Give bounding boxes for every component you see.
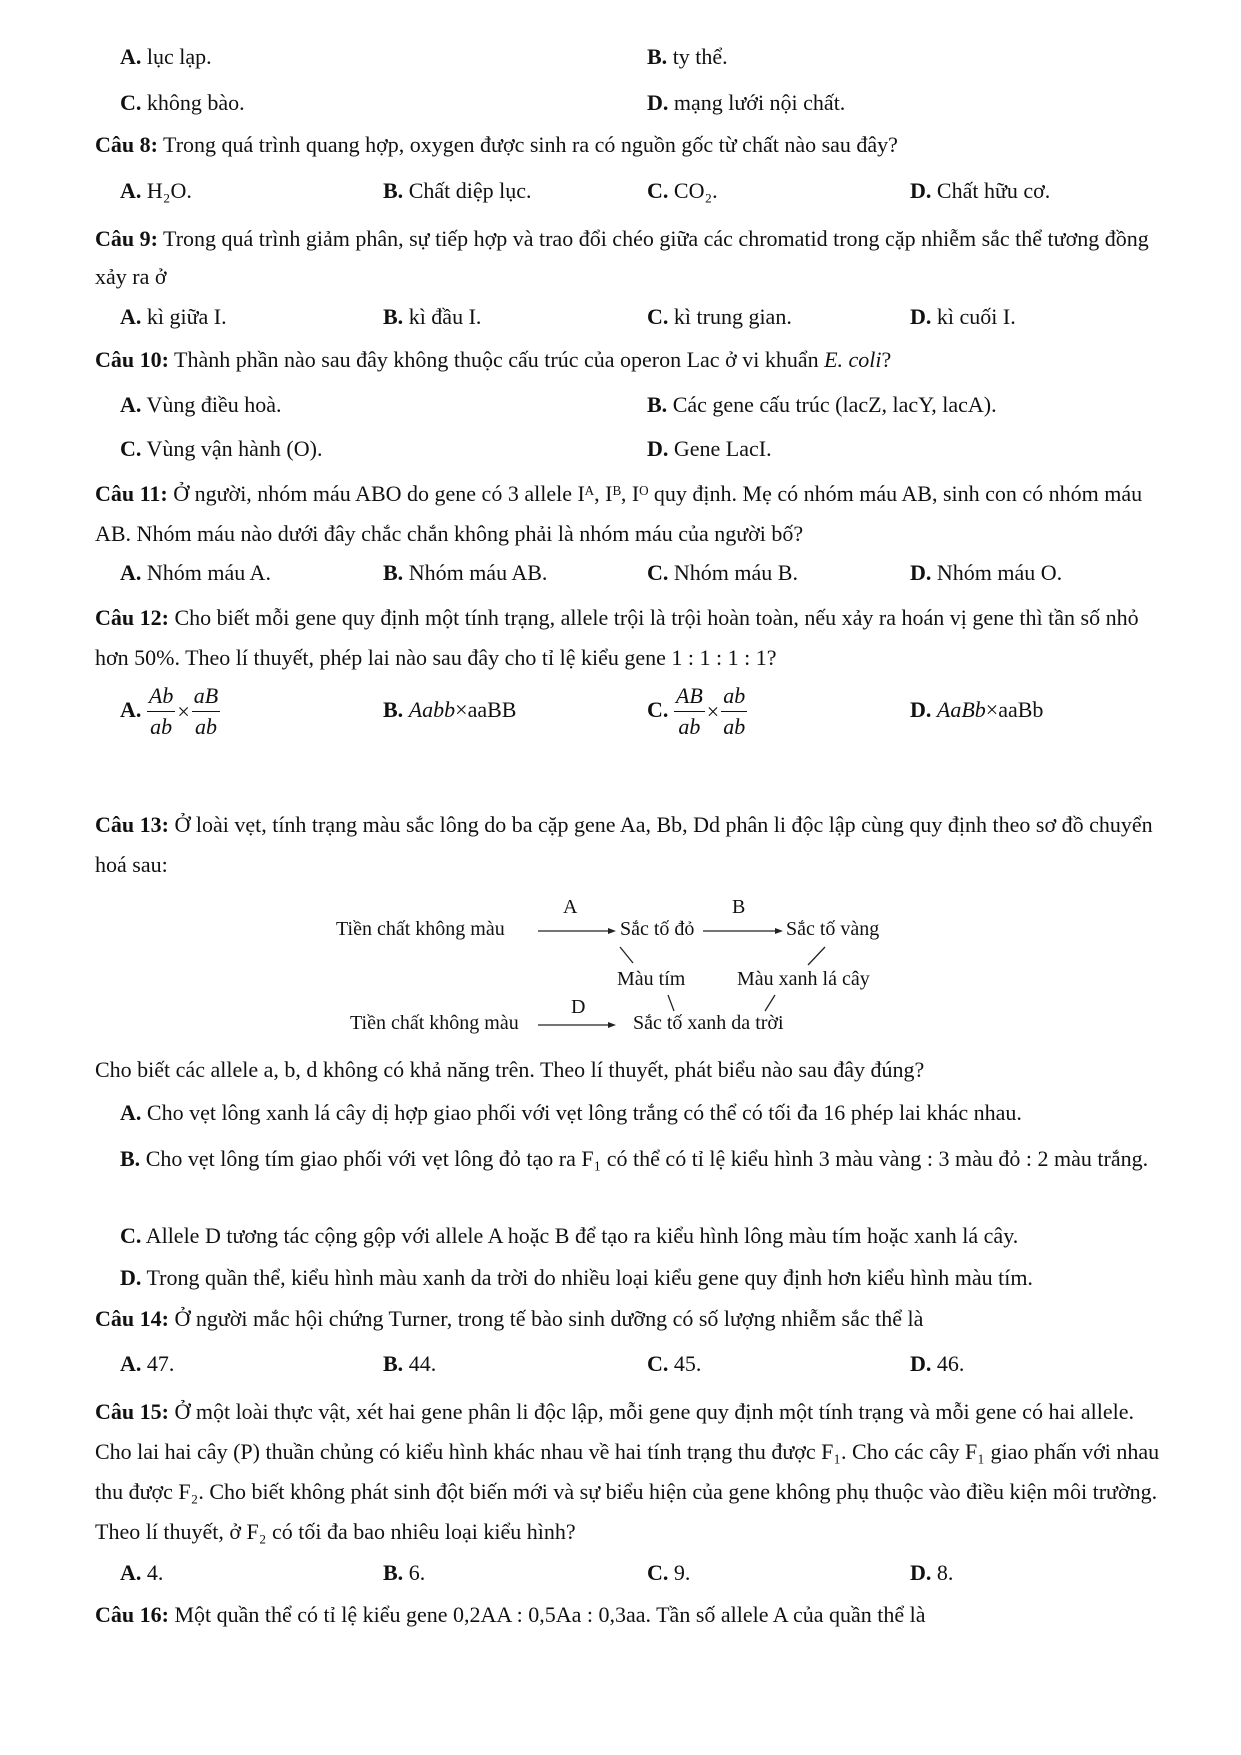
prev-option-b: B. ty thể.: [647, 44, 728, 69]
q13-option-a: A. Cho vẹt lông xanh lá cây dị hợp giao phối với vẹt lông trắng có thể có tối đa 16 phép lai khác nhau.: [120, 1100, 1022, 1125]
q15-option-d: D. 8.: [910, 1560, 954, 1585]
q12-option-b: B. Aabb×aaBB: [383, 697, 517, 722]
q14-option-d: D. 46.: [910, 1351, 965, 1376]
q13-option-d: D. Trong quần thể, kiểu hình màu xanh da trời do nhiều loại kiểu gene quy định hơn kiểu hình màu tím.: [120, 1265, 1033, 1290]
q10-option-d: D. Gene LacI.: [647, 436, 772, 461]
q11-option-b: B. Nhóm máu AB.: [383, 560, 548, 585]
q12-option-d: D. AaBb×aaBb: [910, 697, 1044, 722]
q8-option-b: B. Chất diệp lục.: [383, 178, 532, 203]
q8-option-d: D. Chất hữu cơ.: [910, 178, 1051, 203]
question-8: Câu 8: Trong quá trình quang hợp, oxygen được sinh ra có nguồn gốc từ chất nào sau đây?: [95, 132, 898, 157]
q11-option-a: A. Nhóm máu A.: [120, 560, 271, 585]
q9-option-c: C. kì trung gian.: [647, 304, 792, 329]
q12-c-fraction-1: $\frac{AB}{ab}$: [675, 683, 703, 740]
enzyme-a: A: [563, 896, 578, 918]
question-13: Câu 13: Ở loài vẹt, tính trạng màu sắc lông do ba cặp gene Aa, Bb, Dd phân li độc lập cùng quy định theo sơ đồ chuyển hoá sau:: [95, 812, 1153, 877]
q12-a-fraction-1: $\frac{Ab}{ab}$: [148, 683, 174, 740]
yellow-pigment: Sắc tố vàng: [786, 918, 880, 940]
q8-option-c: C. CO₂.: [647, 178, 718, 203]
q13-stem: Cho biết các allele a, b, d không có khả năng trên. Theo lí thuyết, phát biểu nào sau đây đúng?: [95, 1057, 925, 1082]
q14-option-b: B. 44.: [383, 1351, 437, 1376]
precursor-1: Tiền chất không màu: [336, 918, 505, 940]
enzyme-d: D: [571, 996, 586, 1018]
q13-option-b: B. Cho vẹt lông tím giao phối với vẹt lông đỏ tạo ra F₁ có thể có tỉ lệ kiểu hình 3 màu vàng : 3 màu đỏ : 2 màu trắng.: [120, 1146, 1149, 1171]
question-9: Câu 9: Trong quá trình giảm phân, sự tiếp hợp và trao đổi chéo giữa các chromatid trong cặp nhiễm sắc thể tương đồng xảy ra ở: [95, 226, 1149, 289]
q12-a-fraction-2: $\frac{aB}{ab}$: [193, 683, 219, 740]
q15-option-c: C. 9.: [647, 1560, 691, 1585]
q8-option-a: A. H₂O.: [120, 178, 192, 203]
prev-option-d: D. mạng lưới nội chất.: [647, 90, 846, 115]
q14-option-a: A. 47.: [120, 1351, 175, 1376]
question-15: Câu 15: Ở một loài thực vật, xét hai gene phân li độc lập, mỗi gene quy định một tính trạng và mỗi gene có hai allele. Cho lai hai cây (P) thuần chủng có kiểu hình khác nhau về hai tính trạng thu được F₁. Cho các cây F₁ giao phấn với nhau thu được F₂. Cho biết không phát sinh đột biến mới và sự biểu hiện của gene không phụ thuộc vào điều kiện môi trường. Theo lí thuyết, ở F₂ có tối đa bao nhiêu loại kiểu hình?: [95, 1399, 1160, 1544]
q9-option-a: A. kì giữa I.: [120, 304, 227, 329]
sky-blue-pigment: Sắc tố xanh da trời: [633, 1012, 784, 1034]
green-color: Màu xanh lá cây: [737, 968, 870, 990]
red-pigment: Sắc tố đỏ: [620, 918, 695, 940]
q14-option-c: C. 45.: [647, 1351, 702, 1376]
prev-option-c: C. không bào.: [120, 90, 245, 115]
precursor-2: Tiền chất không màu: [350, 1012, 519, 1034]
q15-option-a: A. 4.: [120, 1560, 164, 1585]
question-12: Câu 12: Cho biết mỗi gene quy định một tính trạng, allele trội là trội hoàn toàn, nếu xảy ra hoán vị gene thì tần số nhỏ hơn 50%. Theo lí thuyết, phép lai nào sau đây cho tỉ lệ kiểu gene 1 : 1 : 1 : 1?: [95, 605, 1139, 670]
purple-color: Màu tím: [617, 968, 686, 990]
metabolic-pathway-diagram: [320, 895, 920, 1045]
prev-option-a: A. lục lạp.: [120, 44, 212, 69]
q10-option-b: B. Các gene cấu trúc (lacZ, lacY, lacA).: [647, 392, 997, 417]
q11-option-c: C. Nhóm máu B.: [647, 560, 798, 585]
enzyme-b: B: [732, 896, 746, 918]
question-16: Câu 16: Một quần thể có tỉ lệ kiểu gene 0,2AA : 0,5Aa : 0,3aa. Tần số allele A của quần thể là: [95, 1602, 926, 1627]
q10-option-a: A. Vùng điều hoà.: [120, 392, 282, 417]
q9-option-b: B. kì đầu I.: [383, 304, 482, 329]
question-14: Câu 14: Ở người mắc hội chứng Turner, trong tế bào sinh dưỡng có số lượng nhiễm sắc thể là: [95, 1306, 924, 1331]
q9-option-d: D. kì cuối I.: [910, 304, 1016, 329]
question-10: Câu 10: Thành phần nào sau đây không thuộc cấu trúc của operon Lac ở vi khuẩn E. coli?: [95, 347, 892, 372]
q12-option-c: C. $\frac{AB}{ab}$ × $\frac{ab}{ab}$: [647, 680, 747, 742]
q15-option-b: B. 6.: [383, 1560, 426, 1585]
q13-option-c: C. Allele D tương tác cộng gộp với allele A hoặc B để tạo ra kiểu hình lông màu tím hoặc xanh lá cây.: [120, 1223, 1019, 1248]
q11-option-d: D. Nhóm máu O.: [910, 560, 1063, 585]
q10-option-c: C. Vùng vận hành (O).: [120, 436, 323, 461]
q12-c-fraction-2: $\frac{ab}{ab}$: [723, 683, 746, 740]
q12-option-a: A. $\frac{Ab}{ab}$ × $\frac{aB}{ab}$: [120, 680, 220, 742]
question-11: Câu 11: Ở người, nhóm máu ABO do gene có 3 allele Iᴬ, Iᴮ, Iᴼ quy định. Mẹ có nhóm máu AB, sinh con có nhóm máu AB. Nhóm máu nào dưới đây chắc chắn không phải là nhóm máu của người bố?: [95, 481, 1143, 546]
